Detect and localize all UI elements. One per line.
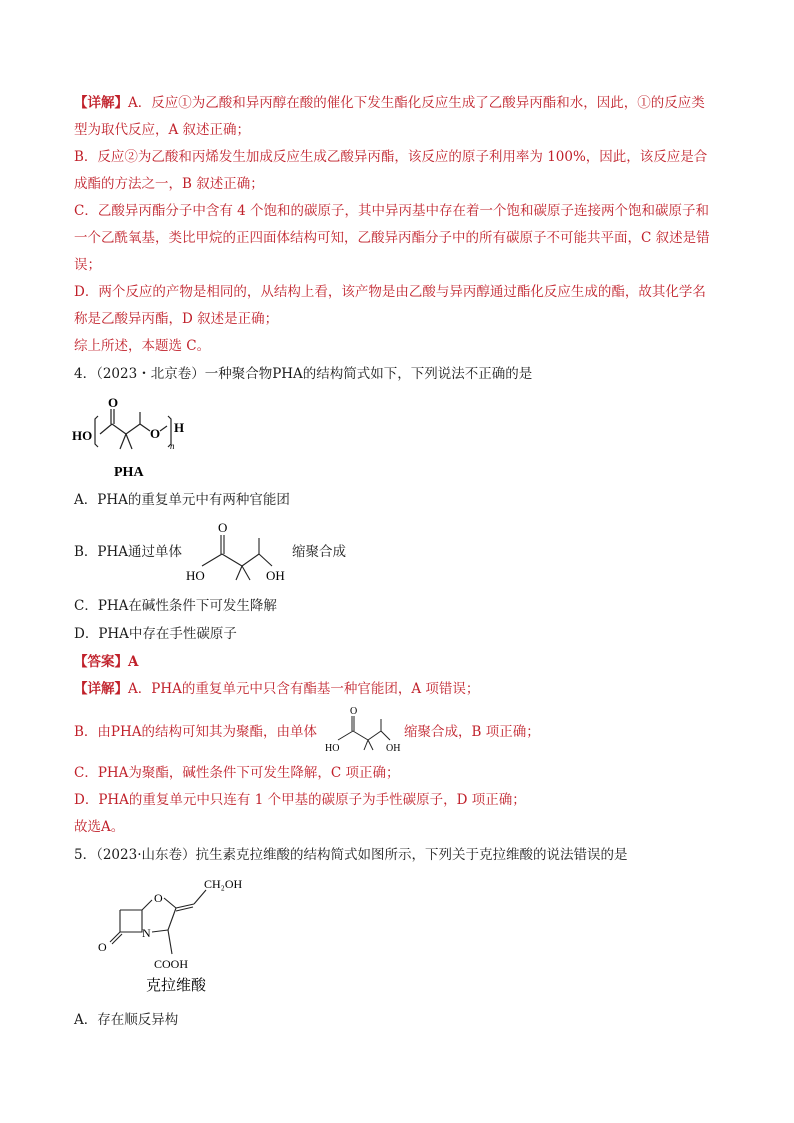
q4-option-c: C．PHA在碱性条件下可发生降解 bbox=[74, 598, 277, 614]
pha-o-top: O bbox=[108, 395, 119, 410]
q4-option-d: D．PHA中存在手性碳原子 bbox=[74, 626, 237, 642]
q5-option-a: A．存在顺反异构 bbox=[74, 1012, 179, 1028]
monomer-structure-explain bbox=[324, 704, 408, 754]
q4-option-b-prefix: B．PHA通过单体 bbox=[74, 544, 183, 560]
explain-tag: 【详解】 bbox=[74, 95, 128, 111]
monomer-structure-b bbox=[184, 518, 294, 586]
q3-explain-c-line3: 误； bbox=[74, 257, 101, 273]
monomer-b-oh: OH bbox=[266, 568, 285, 583]
q5-stem: 5．（2023·山东卷）抗生素克拉维酸的结构简式如图所示，下列关于克拉维酸的说法错误的是 bbox=[74, 847, 628, 863]
pha-o-chain: O bbox=[150, 426, 161, 441]
pha-structure bbox=[70, 394, 200, 484]
q4-explain-d: D．PHA的重复单元中只连有 1 个甲基的碳原子为手性碳原子，D 项正确； bbox=[74, 792, 526, 808]
monomer-explain-oh: OH bbox=[386, 743, 401, 754]
clav-label: 克拉维酸 bbox=[146, 978, 207, 994]
q3-explain-a-text: A．反应①为乙酸和异丙醇在酸的催化下发生酯化反应生成了乙酸异丙酯和水，因此， bbox=[128, 95, 638, 111]
clav-o-carbonyl: O bbox=[98, 940, 107, 954]
pha-n: n bbox=[170, 441, 175, 451]
q4-conclusion: 故选A。 bbox=[74, 819, 125, 835]
clav-cooh: COOH bbox=[154, 957, 189, 971]
q4-option-b-suffix: 缩聚合成 bbox=[292, 544, 346, 560]
q3-explain-d-line2: 称是乙酸异丙酯，D 叙述是正确； bbox=[74, 311, 279, 327]
q4-explain-a bbox=[74, 679, 736, 699]
q4-explain-b-suffix: 缩聚合成，B 项正确； bbox=[404, 724, 540, 740]
pha-ho: HO bbox=[72, 428, 93, 443]
monomer-explain-ho: HO bbox=[325, 743, 340, 754]
monomer-b-ho: HO bbox=[186, 568, 205, 583]
q4-answer: 【答案】A bbox=[74, 654, 139, 670]
q3-explain-c-line1: C．乙酸异丙酯分子中含有 4 个饱和的碳原子，其中异丙基中存在着一个饱和碳原子连接两个饱和碳原子和 bbox=[74, 203, 709, 219]
q3-summary: 综上所述，本题选 C。 bbox=[74, 338, 211, 354]
q4-option-a: A．PHA的重复单元中有两种官能团 bbox=[74, 492, 290, 508]
pha-h: H bbox=[174, 420, 185, 435]
clav-n: N bbox=[142, 926, 151, 940]
monomer-b-o: O bbox=[218, 520, 228, 535]
q3-explain-a-line1 bbox=[74, 93, 736, 113]
clav-o-ring: O bbox=[154, 891, 163, 905]
monomer-explain-o: O bbox=[350, 706, 358, 717]
pha-label: PHA bbox=[114, 465, 144, 480]
q3-explain-b-line1: B．反应②为乙酸和丙烯发生加成反应生成乙酸异丙酯，该反应的原子利用率为 100%，因此，该反应是合 bbox=[74, 149, 708, 165]
q4-explain-c: C．PHA为聚酯，碱性条件下可发生降解，C 项正确； bbox=[74, 765, 400, 781]
q3-explain-d-line1: D．两个反应的产物是相同的，从结构上看，该产物是由乙酸与异丙醇通过酯化反应生成的酯，故其化学名 bbox=[74, 284, 706, 300]
clavulanic-acid-structure bbox=[96, 876, 276, 998]
q3-explain-a-line2: 型为取代反应，A 叙述正确； bbox=[74, 122, 251, 138]
q3-explain-a-red: ①的反应类 bbox=[637, 95, 705, 111]
q4-explain-b-prefix: B．由PHA的结构可知其为聚酯，由单体 bbox=[74, 724, 318, 740]
q4-stem: 4．（2023・北京卷）一种聚合物PHA的结构简式如下，下列说法不正确的是 bbox=[74, 366, 533, 382]
q4-explain-a-text: A．PHA的重复单元中只含有酯基一种官能团，A 项错误； bbox=[128, 681, 480, 697]
q4-explain-tag: 【详解】 bbox=[74, 681, 128, 697]
q3-explain-c-line2: 一个乙酰氧基，类比甲烷的正四面体结构可知，乙酸异丙酯分子中的所有碳原子不可能共平面，C 叙述是错 bbox=[74, 230, 710, 246]
clav-ch2oh: CH₂OH bbox=[204, 877, 243, 891]
q3-explain-b-line2: 成酯的方法之一，B 叙述正确； bbox=[74, 176, 264, 192]
